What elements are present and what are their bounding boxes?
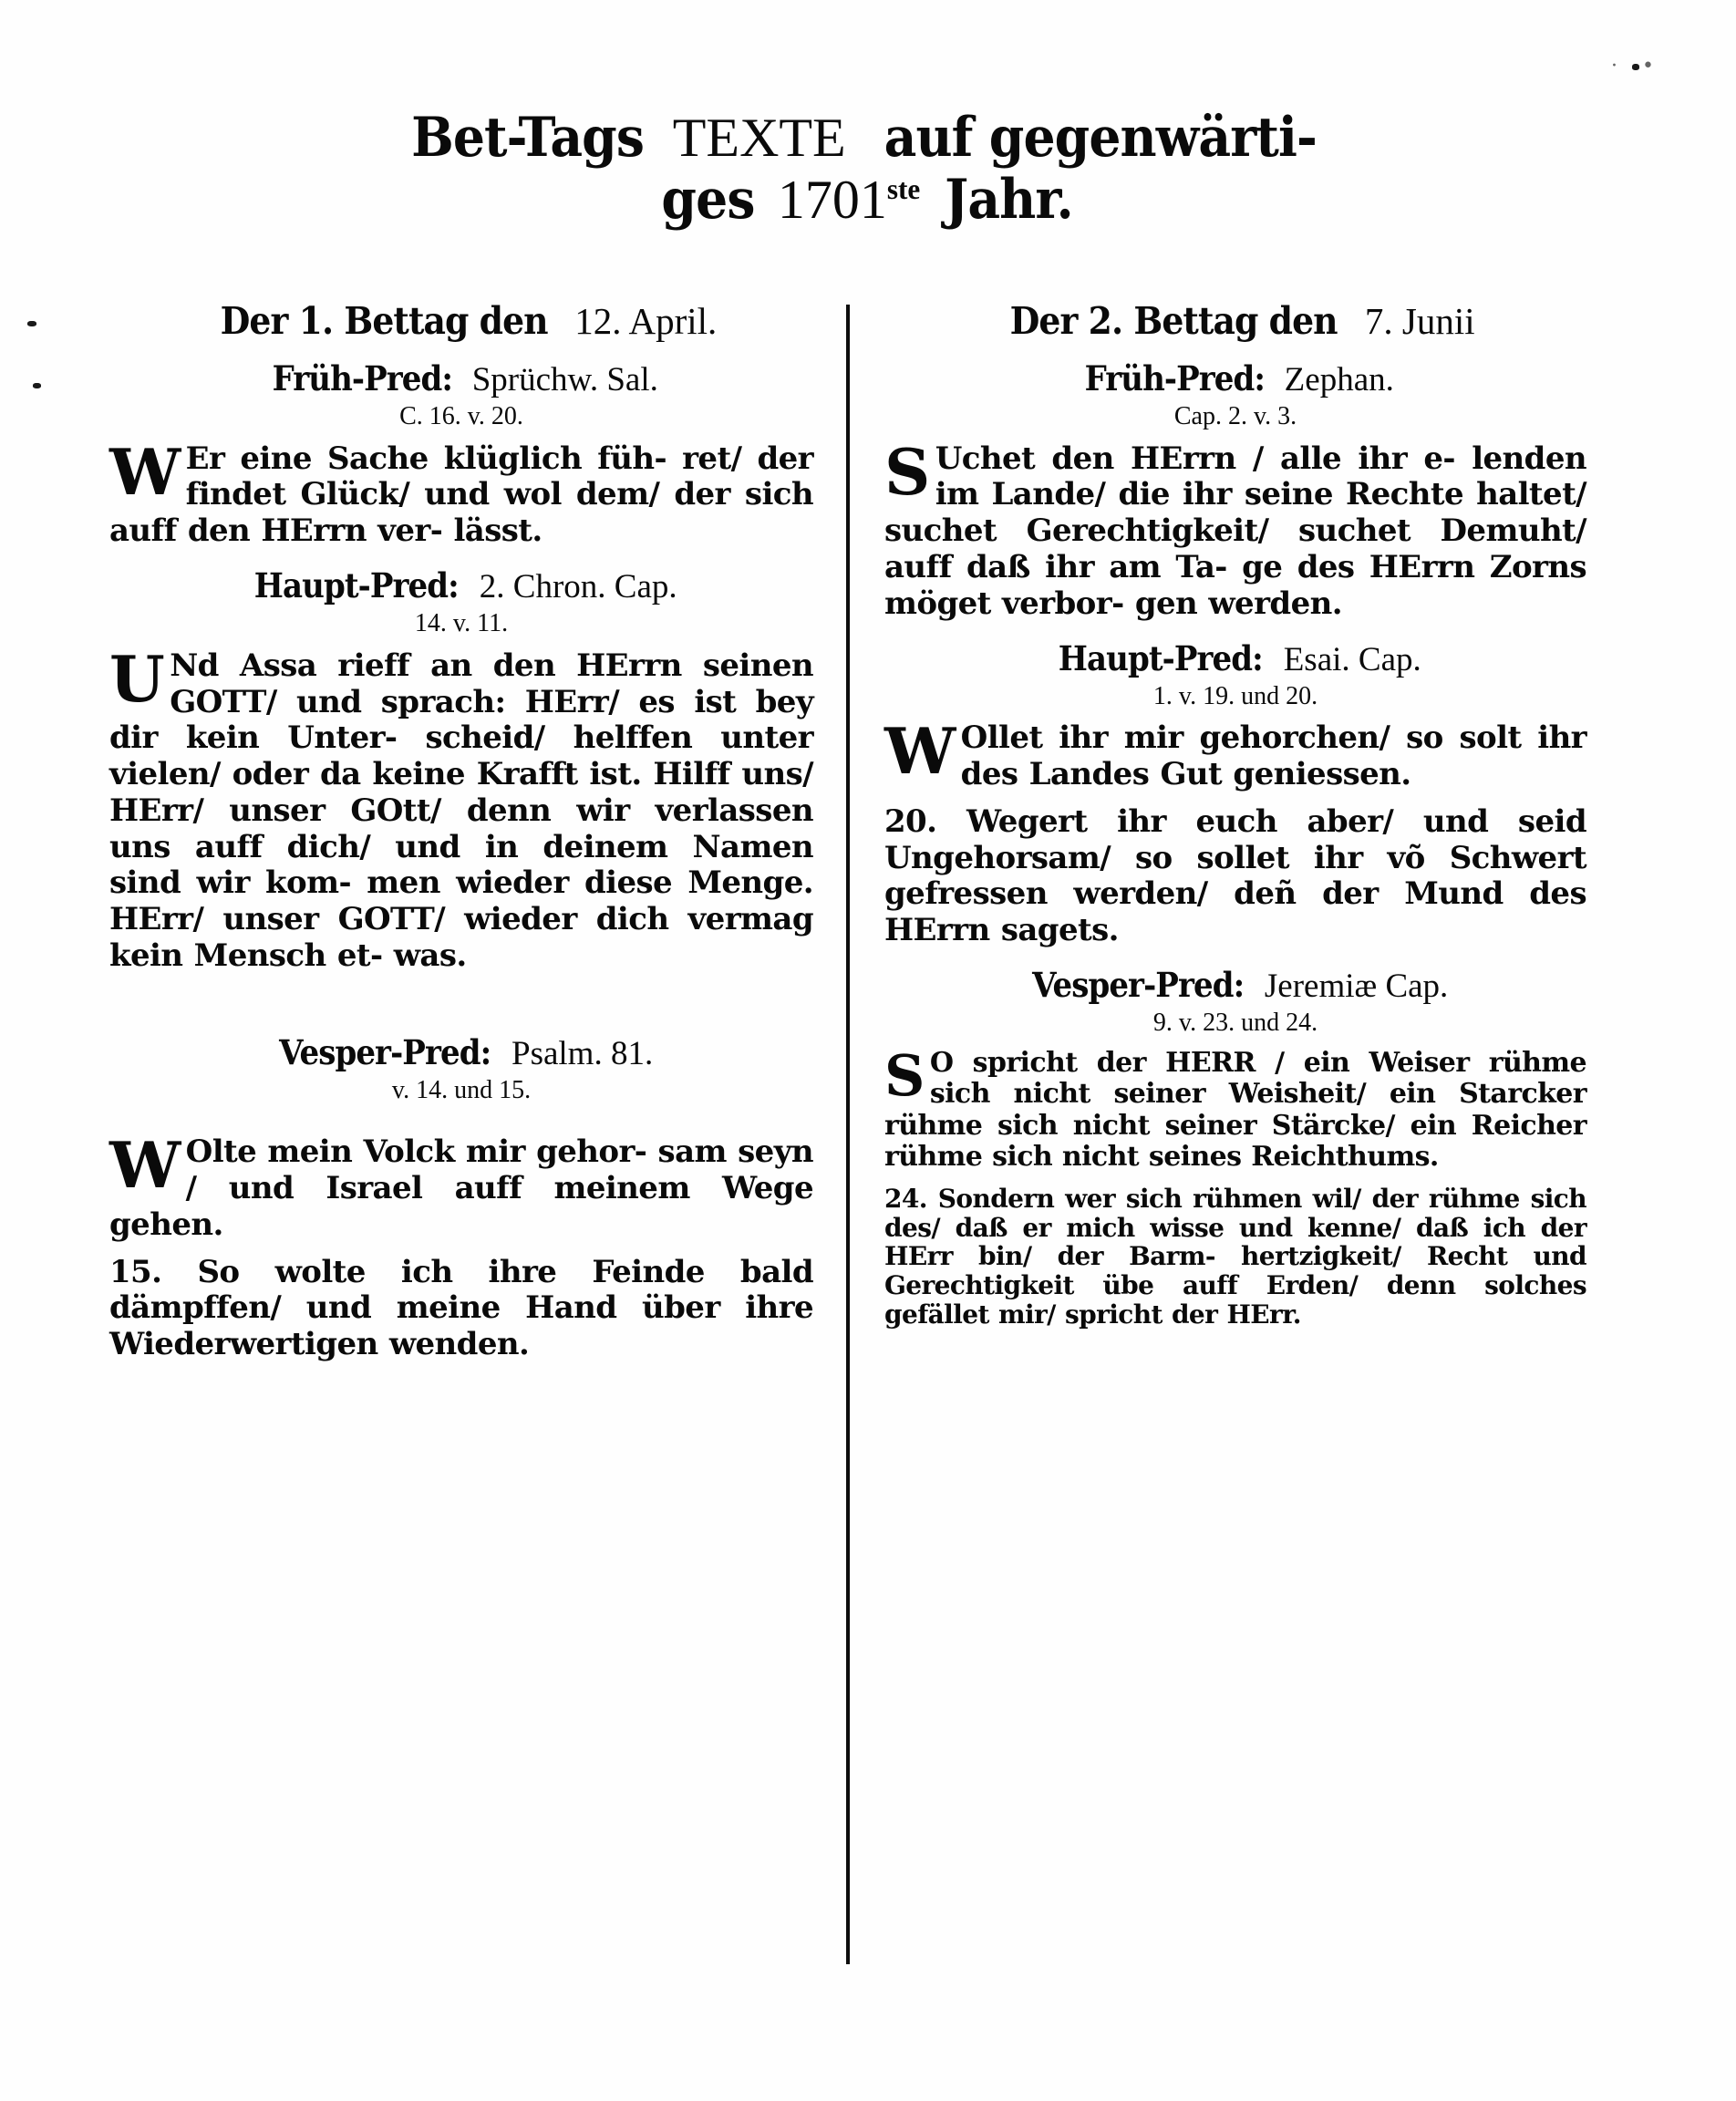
column-bettag-1	[109, 301, 839, 1374]
haupt-pred-2-label: Haupt‐Pred:	[1058, 637, 1264, 678]
vesper-pred-1-source: Psalm. 81.	[512, 1034, 654, 1072]
haupt-pred-2-heading	[884, 639, 1586, 679]
vesper-pred-2-heading	[884, 966, 1586, 1006]
frueh-pred-1-text: WEr eine Sache klüglich füh‐ ret/ der findet Glück/ und wol dem/ der sich auff den HErrn ver‐ lässt.	[109, 435, 813, 550]
vesper-pred-1-label: Vesper‐Pred:	[278, 1031, 491, 1072]
vesper-pred-1-verse-ref: v. 14. und 15.	[391, 1075, 532, 1104]
scan-speck	[27, 321, 36, 326]
vesper-pred-1-text: WOlte mein Volck mir gehor‐ sam seyn / und Israel auff meinem Wege gehen.	[109, 1129, 813, 1243]
title-fraktur-ges: ges	[661, 168, 755, 233]
haupt-pred-1-heading	[109, 566, 813, 606]
day-heading-2-fraktur: Der 2. Bettag den	[1009, 299, 1338, 343]
two-column-body	[109, 301, 1623, 1964]
vesper-pred-2-label: Vesper‐Pred:	[1031, 964, 1244, 1005]
title-year-ordinal: ste	[886, 173, 921, 206]
vesper-pred-2-text-2: 24. Sondern wer sich rühmen wil/ der rühme sich des/ daß er mich wisse und kenne/ daß ich der HErr bin/ der Barm‐ hertzigkeit/ Recht und Gerechtigkeit übe auff Erden/ denn solches gefället mir/ spricht der HErr.	[884, 1183, 1586, 1330]
folio-mark: · •	[1611, 55, 1663, 78]
frueh-pred-1-source: Sprüchw. Sal.	[471, 360, 658, 398]
day-heading-1	[109, 301, 813, 343]
haupt-pred-1-source: 2. Chron. Cap.	[479, 567, 677, 605]
frueh-pred-2-label: Früh‐Pred:	[1084, 357, 1266, 398]
title-roman-texte: TEXTE	[672, 108, 846, 168]
spacer	[109, 1111, 813, 1125]
day-heading-1-date: 12. April.	[574, 300, 718, 342]
haupt-pred-2-source: Esai. Cap.	[1283, 640, 1421, 678]
day-heading-2	[884, 301, 1586, 343]
title-line-1	[0, 106, 1736, 170]
title-year: 1701	[777, 170, 887, 231]
frueh-pred-2-source: Zephan.	[1284, 360, 1394, 398]
column-divider-rule	[846, 305, 850, 1964]
spacer	[109, 986, 813, 1017]
vesper-pred-1-text-2: 15. So wolte ich ihre Feinde bald dämpffen/ und meine Hand über ihre Wiederwertigen wenden.	[109, 1253, 813, 1363]
frueh-pred-2-heading	[884, 359, 1586, 399]
vesper-pred-2-text: SO spricht der HERR / ein Weiser rühme sich nicht seiner Weisheit/ ein Starcker rühme sich nicht seiner Stärcke/ ein Reicher rühme sich nicht seines Reichthums.	[884, 1041, 1586, 1174]
title-fraktur-auf-gegenwaertiges: auf gegenwärti‐	[884, 106, 1317, 170]
column-bettag-2	[857, 301, 1586, 1340]
haupt-pred-2-text-2: 20. Wegert ihr euch aber/ und seid Ungehorsam/ so sollet ihr võ Schwert gefressen werden/ deñ der Mund des HErrn sagets.	[884, 802, 1586, 949]
title-fraktur-jahr: Jahr.	[945, 168, 1073, 233]
vesper-pred-2-source: Jeremiæ Cap.	[1264, 967, 1449, 1005]
vesper-pred-1-heading	[109, 1033, 813, 1073]
frueh-pred-2-text: SUchet den HErrn / alle ihr e‐ lenden im Lande/ die ihr seine Rechte haltet/ suchet Gerechtigkeit/ suchet Demuht/ auff daß ihr am Ta‐ ge des HErrn Zorns möget verbor‐ gen werden.	[884, 435, 1586, 622]
day-heading-2-date: 7. Junii	[1364, 300, 1475, 342]
frueh-pred-1-heading	[109, 359, 813, 399]
haupt-pred-2-text: WOllet ihr mir gehorchen/ so solt ihr des Landes Gut geniessen.	[884, 715, 1586, 793]
haupt-pred-1-text: UNd Assa rieff an den HErrn seinen GOTT/ und sprach: HErr/ es ist bey dir kein Unter‐ scheid/ helffen unter vielen/ oder da keine Krafft ist. Hilff uns/ HErr/ unser GOtt/ denn wir verlassen uns auff dich/ und in deinem Namen sind wir kom‐ men wieder diese Menge. HErr/ unser GOTT/ wieder dich vermag kein Mensch et‐ was.	[109, 642, 813, 974]
title-fraktur-bettags: Bet‐Tags	[410, 106, 644, 170]
haupt-pred-1-verse-ref: 14. v. 11.	[414, 609, 509, 638]
day-heading-1-fraktur: Der 1. Bettag den	[220, 299, 548, 343]
haupt-pred-1-label: Haupt‐Pred:	[254, 564, 460, 605]
scan-speck	[33, 383, 41, 388]
frueh-pred-2-verse-ref: Cap. 2. v. 3.	[1173, 402, 1297, 431]
haupt-pred-2-verse-ref: 1. v. 19. und 20.	[1152, 681, 1318, 710]
page-title	[0, 106, 1736, 233]
vesper-pred-2-verse-ref: 9. v. 23. und 24.	[1152, 1009, 1318, 1038]
frueh-pred-1-verse-ref: C. 16. v. 20.	[399, 402, 523, 431]
frueh-pred-1-label: Früh‐Pred:	[272, 357, 453, 398]
title-line-2	[0, 168, 1736, 233]
